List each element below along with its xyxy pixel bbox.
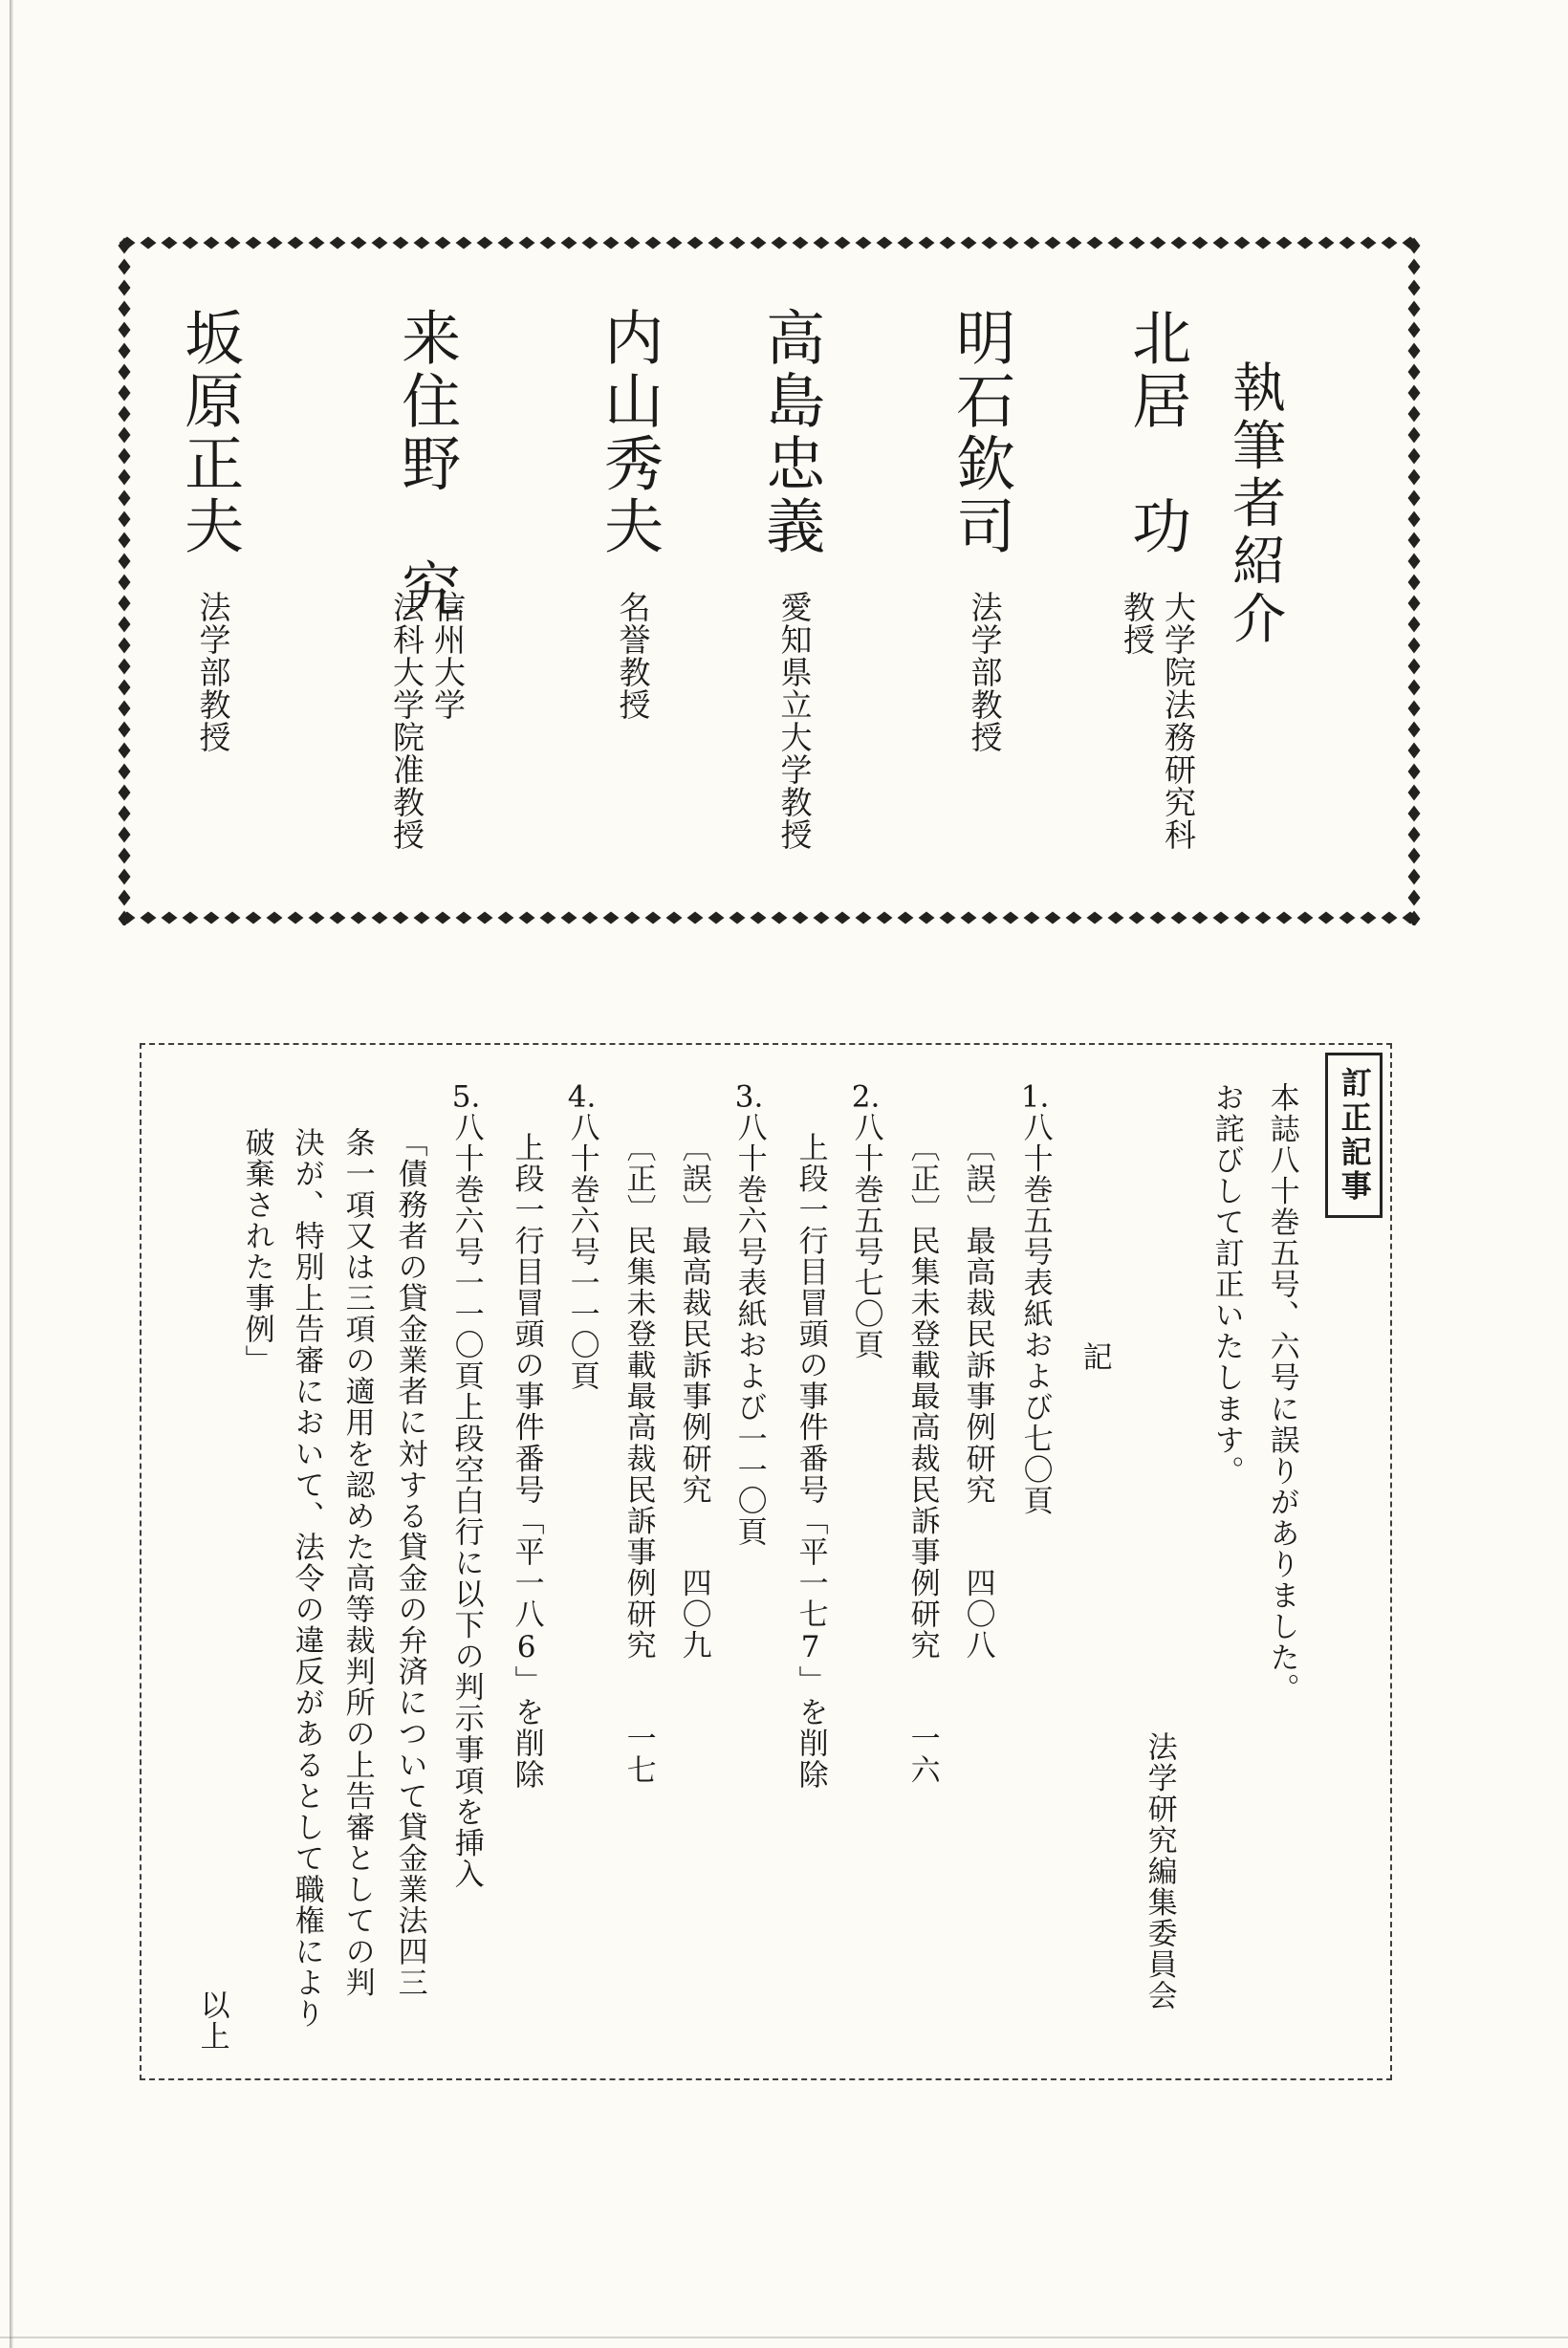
author-affiliation xyxy=(388,591,465,851)
correction-intro-line: 本誌八十巻五号、六号に誤りがありました。 xyxy=(1264,1082,1299,1705)
page-gutter-shadow xyxy=(10,0,13,2348)
correction-ki-label: 記 xyxy=(1077,1341,1112,1373)
correction-closing: 以上 xyxy=(194,1989,229,2052)
affiliation-line: 法学部教授 xyxy=(194,591,232,753)
correction-item-line xyxy=(960,1132,995,1661)
authors-intro-box xyxy=(117,235,1422,925)
item-number: 2. xyxy=(851,1082,881,1112)
author-affiliation xyxy=(609,591,650,721)
affiliation-line: 法学部教授 xyxy=(966,591,1004,753)
item-text: 八十巻六号一一〇頁 xyxy=(564,1112,599,1392)
correction-heading: 訂正記事 xyxy=(1325,1053,1383,1218)
item-number: 4. xyxy=(567,1082,597,1112)
correction-item-line xyxy=(731,1082,767,1548)
author-name: 高島忠義 xyxy=(755,307,826,558)
correction-signature: 法学研究編集委員会 xyxy=(1142,1731,1177,2011)
affiliation-line: 愛知県立大学教授 xyxy=(775,591,814,851)
author-entry xyxy=(355,235,498,925)
affiliation-line: 大学院法務研究科 xyxy=(1159,591,1197,851)
item-text: 〔誤〕最高裁民訴事例研究 四〇八 xyxy=(960,1132,995,1662)
item-text: 上段一行目冒頭の事件番号「平一八6」を削除 xyxy=(509,1132,544,1791)
item-text: 「債務者の貸金業者に対する貸金の弁済について貸金業法四三 xyxy=(392,1127,427,1999)
item-text: 〔正〕民集未登載最高裁民訴事例研究 一六 xyxy=(904,1132,940,1786)
correction-item-line xyxy=(848,1082,883,1360)
affiliation-line: 信州大学 xyxy=(428,591,467,721)
item-number: 3. xyxy=(734,1082,764,1112)
item-number: 5. xyxy=(451,1082,481,1112)
author-entry xyxy=(557,235,701,925)
item-text: 八十巻六号一一〇頁上段空白行に以下の判示事項を挿入 xyxy=(448,1112,484,1890)
authors-box-title: 執筆者紹介 xyxy=(1224,359,1287,649)
author-name: 北居 功 xyxy=(1122,307,1192,558)
author-name: 明石欽司 xyxy=(946,307,1016,558)
correction-item-line xyxy=(904,1132,940,1786)
author-name: 坂原正夫 xyxy=(174,307,245,558)
correction-item-line xyxy=(1017,1082,1053,1516)
diamond-border-right-icon xyxy=(1406,235,1422,925)
item-text: 〔正〕民集未登載最高裁民訴事例研究 一七 xyxy=(621,1132,656,1786)
author-affiliation xyxy=(961,591,1002,753)
author-entry xyxy=(1085,235,1229,925)
author-entry xyxy=(138,235,281,925)
item-text: 八十巻五号表紙および七〇頁 xyxy=(1017,1112,1053,1517)
item-text: 八十巻五号七〇頁 xyxy=(848,1112,883,1361)
item-text: 破棄された事例」 xyxy=(239,1127,274,1377)
correction-item-line xyxy=(239,1127,274,1376)
correction-item-line xyxy=(289,1127,324,2030)
author-name: 来住野 究 xyxy=(391,307,462,621)
affiliation-line: 教授 xyxy=(1119,591,1156,656)
author-affiliation xyxy=(189,591,230,753)
correction-item-line xyxy=(339,1127,375,1998)
author-entry xyxy=(719,235,862,925)
correction-item-line xyxy=(448,1082,484,1890)
author-affiliation xyxy=(1119,591,1195,851)
item-text: 決が、特別上告審において、法令の違反があるとして職権により xyxy=(289,1127,324,2030)
correction-intro-line: お詫びして訂正いたします。 xyxy=(1209,1082,1244,1488)
diamond-border-left-icon xyxy=(117,235,132,925)
correction-item-line xyxy=(621,1132,656,1786)
correction-item-line xyxy=(793,1132,828,1791)
page-bottom-edge xyxy=(0,2337,1568,2338)
correction-item-line xyxy=(392,1127,427,1998)
item-text: 〔誤〕最高裁民訴事例研究 四〇九 xyxy=(676,1132,711,1662)
item-number: 1. xyxy=(1020,1082,1050,1112)
item-text: 八十巻六号表紙および一一〇頁 xyxy=(731,1112,767,1548)
item-text: 上段一行目冒頭の事件番号「平一七7」を削除 xyxy=(793,1132,828,1791)
author-entry xyxy=(909,235,1053,925)
correction-item-line xyxy=(564,1082,599,1392)
correction-notice-box xyxy=(140,1043,1392,2080)
correction-item-line xyxy=(509,1132,544,1791)
affiliation-line: 名誉教授 xyxy=(614,591,652,721)
author-name: 内山秀夫 xyxy=(594,307,664,558)
affiliation-line: 法科大学院准教授 xyxy=(388,591,425,851)
item-text: 条一項又は三項の適用を認めた高等裁判所の上告審としての判 xyxy=(339,1127,375,1999)
author-affiliation xyxy=(771,591,812,851)
correction-item-line xyxy=(676,1132,711,1661)
